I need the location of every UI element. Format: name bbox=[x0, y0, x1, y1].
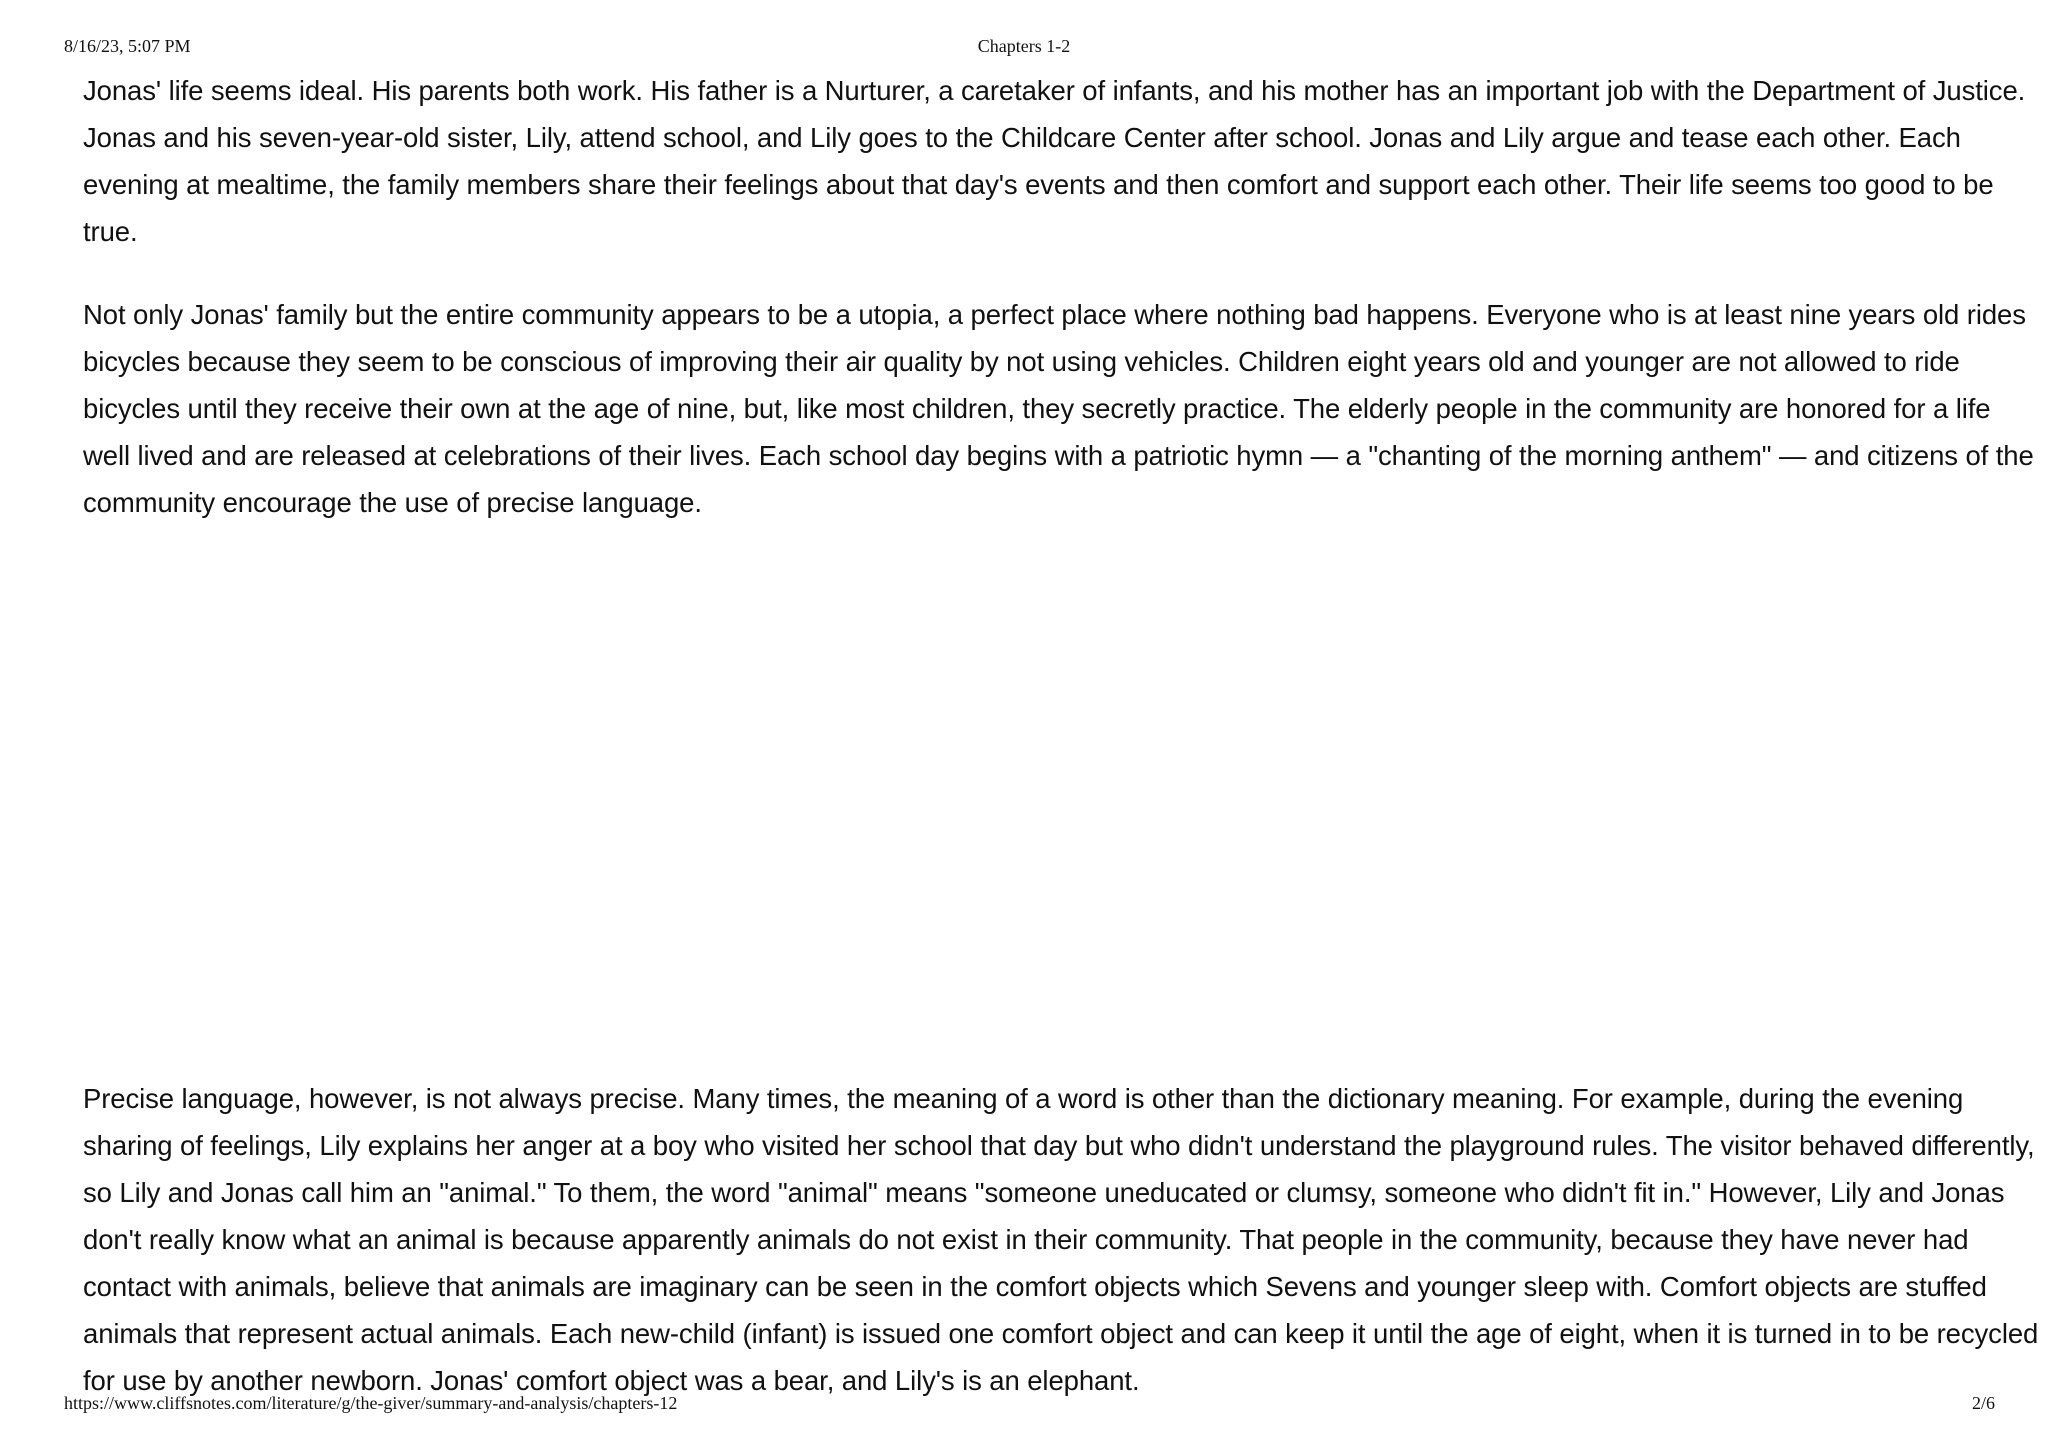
paragraph-text: Jonas' life seems ideal. His parents both work. His father is a Nurturer, a caretaker of infants, and his mother has an important job with the Department of Justice. Jonas and his seven-year-old sister, Lily, attend school, and Lily goes to the Childcare Center after school. Jonas and Lily argue and tease each other. Each evening at mealtime, the family members share their feelings about that day's events and then comfort and support each other. Their life seems too good to be true. bbox=[83, 75, 2026, 247]
source-url: https://www.cliffsnotes.com/literature/g/the-giver/summary-and-analysis/chapters-12 bbox=[64, 1393, 678, 1413]
print-datetime: 8/16/23, 5:07 PM bbox=[64, 36, 191, 56]
paragraph-3 bbox=[83, 1075, 2043, 1404]
page-number: 2/6 bbox=[1971, 1393, 1995, 1413]
paragraph-text: Not only Jonas' family but the entire community appears to be a utopia, a perfect place where nothing bad happens. Everyone who is at least nine years old rides bicycles because they seem to be conscious of improving their air quality by not using vehicles. Children eight years old and younger are not allowed to ride bicycles until they receive their own at the age of nine, but, like most children, they secretly practice. The elderly people in the community are honored for a life well lived and are released at celebrations of their lives. Each school day begins with a patriotic hymn — a "chanting of the morning anthem" — and citizens of the community encourage the use of precise language. bbox=[83, 299, 2034, 518]
print-header bbox=[0, 36, 2048, 62]
print-footer bbox=[0, 1393, 2048, 1419]
paragraph-1 bbox=[83, 67, 2043, 255]
paragraph-2 bbox=[83, 291, 2043, 526]
page-title: Chapters 1-2 bbox=[977, 36, 1071, 56]
paragraph-text: Precise language, however, is not always precise. Many times, the meaning of a word is other than the dictionary meaning. For example, during the evening sharing of feelings, Lily explains her anger at a boy who visited her school that day but who didn't understand the playground rules. The visitor behaved differently, so Lily and Jonas call him an "animal." To them, the word "animal" means "someone uneducated or clumsy, someone who didn't fit in." However, Lily and Jonas don't really know what an animal is because apparently animals do not exist in their community. That people in the community, because they have never had contact with animals, believe that animals are imaginary can be seen in the comfort objects which Sevens and younger sleep with. Comfort objects are stuffed animals that represent actual animals. Each new-child (infant) is issued one comfort object and can keep it until the age of eight, when it is turned in to be recycled for use by another newborn. Jonas' comfort object was a bear, and Lily's is an elephant. bbox=[83, 1083, 2039, 1396]
